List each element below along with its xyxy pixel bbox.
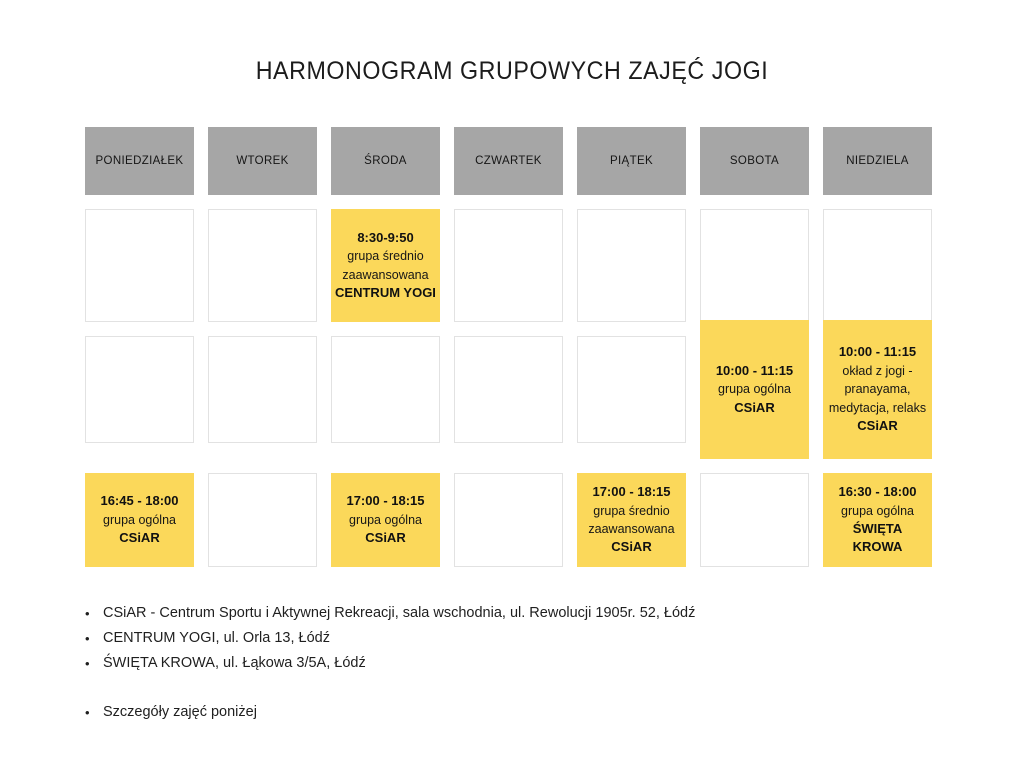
page-title: HARMONOGRAM GRUPOWYCH ZAJĘĆ JOGI [255,57,769,85]
class-time: 17:00 - 18:15 [346,493,425,509]
bullet-icon: • [85,631,90,646]
class-description: grupa ogólna [841,503,914,518]
schedule-row-morning [85,209,939,322]
empty-slot[interactable] [454,209,563,322]
empty-slot[interactable] [331,336,440,443]
list-item [85,626,945,651]
empty-slot[interactable] [577,336,686,443]
day-header-5 [577,127,686,195]
list-item-text: CENTRUM YOGI, ul. Orla 13, Łódź [103,630,330,646]
day-header-row [85,127,939,195]
class-description: grupa ogólna [718,382,791,397]
class-description: okład z jogi - pranayama, medytacja, relaks [828,364,927,415]
day-header-3 [331,127,440,195]
empty-slot[interactable] [454,336,563,443]
class-slot[interactable] [85,473,194,567]
empty-slot[interactable] [85,209,194,322]
class-venue: CENTRUM YOGI [335,284,436,300]
empty-slot[interactable] [85,336,194,443]
bullet-icon: • [85,606,90,621]
day-header-label: WTOREK [236,155,289,167]
list-item-text: ŚWIĘTA KROWA, ul. Łąkowa 3/5A, Łódź [103,655,366,671]
empty-slot[interactable] [454,473,563,567]
notes-spacer [85,676,945,700]
class-time: 8:30-9:50 [357,229,414,245]
empty-slot[interactable] [208,209,317,322]
list-item [85,651,945,676]
class-description: grupa ogólna [349,512,422,527]
day-header-label: PIĄTEK [609,155,653,167]
class-venue: ŚWIĘTA KROWA [852,520,903,555]
day-header-label: SOBOTA [729,155,780,167]
legend-notes [85,601,945,725]
class-description: grupa średnio zaawansowana [342,249,429,282]
class-venue: CSiAR [734,399,775,415]
list-item [85,601,945,626]
class-time: 16:45 - 18:00 [100,493,179,509]
empty-slot[interactable] [208,336,317,443]
class-slot[interactable] [823,320,932,459]
class-slot[interactable] [331,209,440,322]
class-time: 10:00 - 11:15 [838,344,917,360]
day-header-label: PONIEDZIAŁEK [95,155,184,167]
day-header-2 [208,127,317,195]
class-slot[interactable] [700,320,809,459]
empty-slot[interactable] [700,473,809,567]
class-time: 17:00 - 18:15 [592,484,671,500]
class-description: grupa ogólna [103,512,176,527]
class-slot[interactable] [823,473,932,567]
class-venue: CSiAR [365,530,406,546]
day-header-label: ŚRODA [364,155,407,167]
empty-slot[interactable] [823,209,932,322]
empty-slot[interactable] [577,209,686,322]
empty-slot[interactable] [700,209,809,322]
day-header-1 [85,127,194,195]
class-venue: CSiAR [611,539,652,555]
list-item [85,700,945,725]
bullet-icon: • [85,656,90,671]
class-time: 10:00 - 11:15 [715,362,794,378]
class-slot[interactable] [331,473,440,567]
day-header-label: CZWARTEK [475,155,542,167]
schedule-row-evening [85,473,939,567]
day-header-6 [700,127,809,195]
day-header-4 [454,127,563,195]
list-item-text: CSiAR - Centrum Sportu i Aktywnej Rekreacji, sala wschodnia, ul. Rewolucji 1905r. 52, Łódź [103,605,696,621]
day-header-7 [823,127,932,195]
class-description: grupa średnio zaawansowana [588,503,675,536]
class-venue: CSiAR [119,530,160,546]
day-header-label: NIEDZIELA [846,155,909,167]
class-venue: CSiAR [857,417,898,433]
schedule-row-midday [85,336,939,459]
bullet-icon: • [85,705,90,720]
list-item-text: Szczegóły zajęć poniżej [103,704,257,720]
empty-slot[interactable] [208,473,317,567]
schedule-grid [85,127,939,581]
class-time: 16:30 - 18:00 [838,483,917,499]
class-slot[interactable] [577,473,686,567]
